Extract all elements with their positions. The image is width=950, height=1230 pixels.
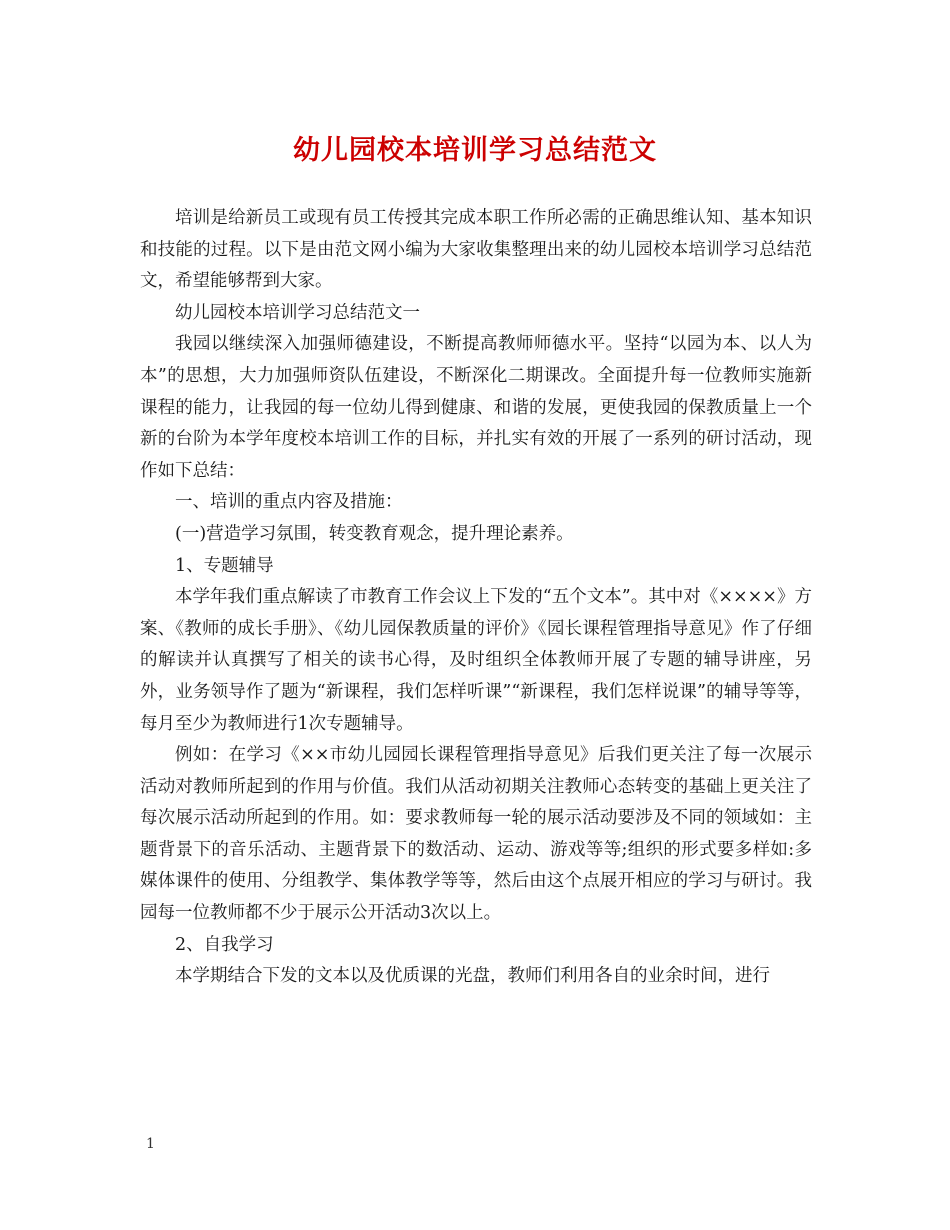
subsection-heading: 2、自我学习 (175, 934, 274, 955)
document-body (140, 203, 812, 993)
document-title: 幼儿园校本培训学习总结范文 (293, 135, 657, 166)
section-heading: 一、培训的重点内容及措施： (175, 492, 403, 513)
paragraph: 例如：在学习《××市幼儿园园长课程管理指导意见》后我们更关注了每一次展示活动对教师所起到的作用与价值。我们从活动初期关注教师心态转变的基础上更关注了每次展示活动所起到的作用。如：要求教师每一轮的展示活动要涉及不同的领域如：主题背景下的音乐活动、主题背景下的数活动、运动、游戏等等;组织的形式要多样如:多媒体课件的使用、分组教学、集体教学等等，然后由这个点展开相应的学习与研讨。我园每一位教师都不少于展示公开活动3次以上。 (140, 745, 812, 924)
subsection-heading: (一)营造学习氛围，转变教育观念，提升理论素养。 (175, 523, 574, 544)
paragraph: 培训是给新员工或现有员工传授其完成本职工作所必需的正确思维认知、基本知识和技能的过程。以下是由范文网小编为大家收集整理出来的幼儿园校本培训学习总结范文，希望能够帮到大家。 (140, 208, 812, 292)
subsection-heading: 1、专题辅导 (175, 555, 274, 576)
paragraph: 本学期结合下发的文本以及优质课的光盘，教师们利用各自的业余时间，进行 (175, 966, 770, 987)
paragraph: 本学年我们重点解读了市教育工作会议上下发的“五个文本”。其中对《××××》方案、《教师的成长手册》、《幼儿园保教质量的评价》《园长课程管理指导意见》作了仔细的解读并认真撰写了相关的读书心得，及时组织全体教师开展了专题的辅导讲座，另外，业务领导作了题为“新课程，我们怎样听课”“新课程，我们怎样说课”的辅导等等，每月至少为教师进行1次专题辅导。 (140, 587, 812, 734)
paragraph: 我园以继续深入加强师德建设，不断提高教师师德水平。坚持“以园为本、以人为本”的思想，大力加强师资队伍建设，不断深化二期课改。全面提升每一位教师实施新课程的能力，让我园的每一位幼儿得到健康、和谐的发展，更使我园的保教质量上一个新的台阶为本学年度校本培训工作的目标，并扎实有效的开展了一系列的研讨活动，现作如下总结： (140, 334, 812, 481)
page-number: 1 (146, 1136, 155, 1152)
section-heading: 幼儿园校本培训学习总结范文一 (175, 302, 420, 323)
